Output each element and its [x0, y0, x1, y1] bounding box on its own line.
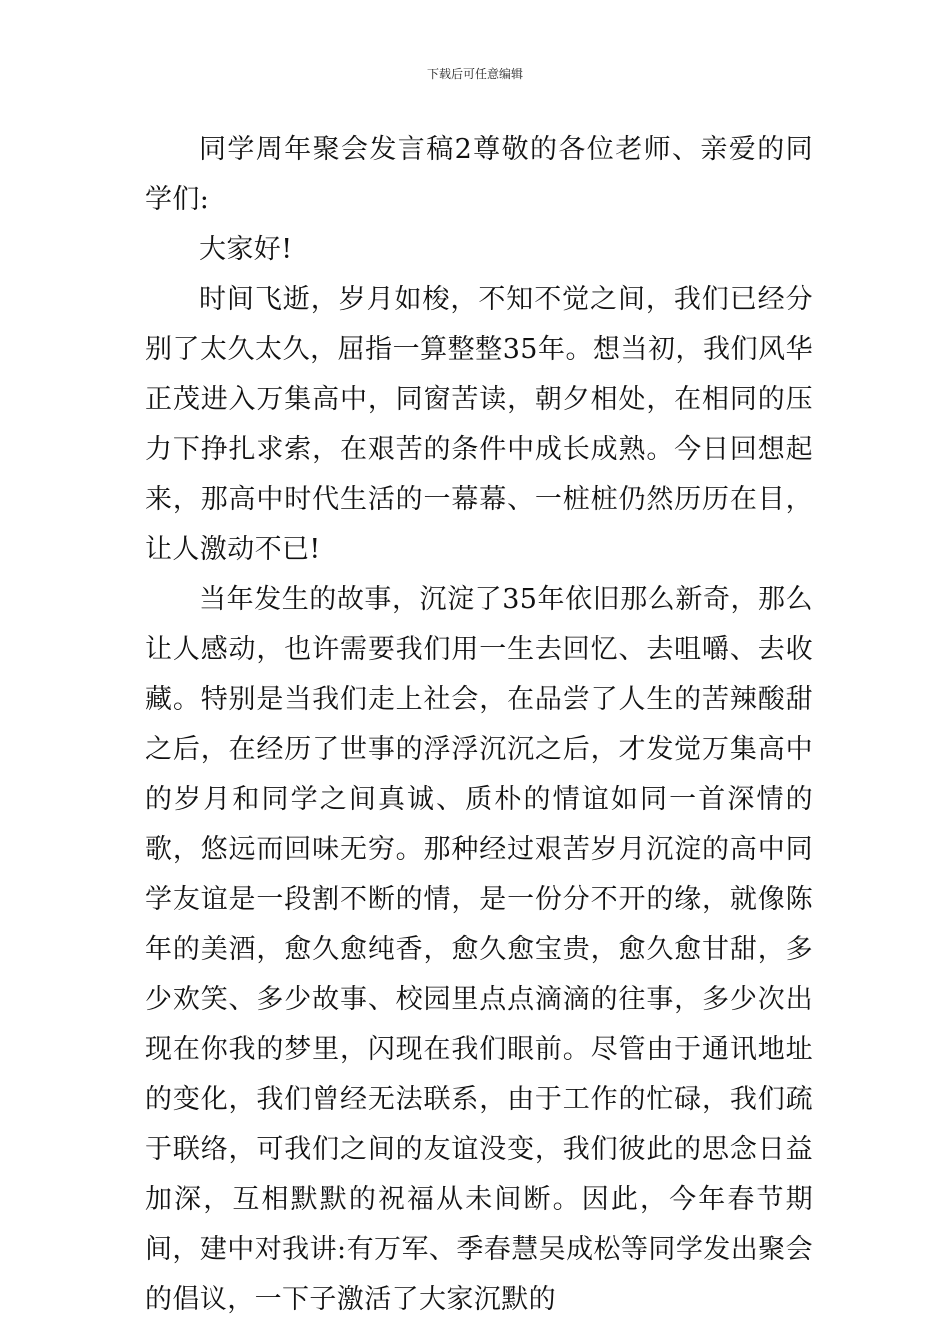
greeting-paragraph: 大家好!	[199, 234, 293, 265]
document-title-paragraph: 同学周年聚会发言稿2尊敬的各位老师、亲爱的同学们:	[145, 134, 813, 215]
body-paragraph: 时间飞逝，岁月如梭，不知不觉之间，我们已经分别了太久太久，屈指一算整整35年。想当初，我们风华正茂进入万集高中，同窗苦读，朝夕相处，在相同的压力下挣扎求索，在艰苦的条件中成长成熟。今日回想起来，那高中时代生活的一幕幕、一桩桩仍然历历在目，让人激动不已!	[145, 284, 813, 565]
document-body	[145, 125, 813, 1325]
page-header: 下载后可任意编辑	[426, 67, 523, 81]
body-paragraph: 当年发生的故事，沉淀了35年依旧那么新奇，那么让人感动，也许需要我们用一生去回忆、去咀嚼、去收藏。特别是当我们走上社会，在品尝了人生的苦辣酸甜之后，在经历了世事的浮浮沉沉之后，才发觉万集高中的岁月和同学之间真诚、质朴的情谊如同一首深情的歌，悠远而回味无穷。那种经过艰苦岁月沉淀的高中同学友谊是一段割不断的情，是一份分不开的缘，就像陈年的美酒，愈久愈纯香，愈久愈宝贵，愈久愈甘甜，多少欢笑、多少故事、校园里点点滴滴的往事，多少次出现在你我的梦里，闪现在我们眼前。尽管由于通讯地址的变化，我们曾经无法联系，由于工作的忙碌，我们疏于联络，可我们之间的友谊没变，我们彼此的思念日益加深，互相默默的祝福从未间断。因此，今年春节期间，建中对我讲:有万军、季春慧吴成松等同学发出聚会的倡议，一下子激活了大家沉默的	[145, 584, 813, 1315]
